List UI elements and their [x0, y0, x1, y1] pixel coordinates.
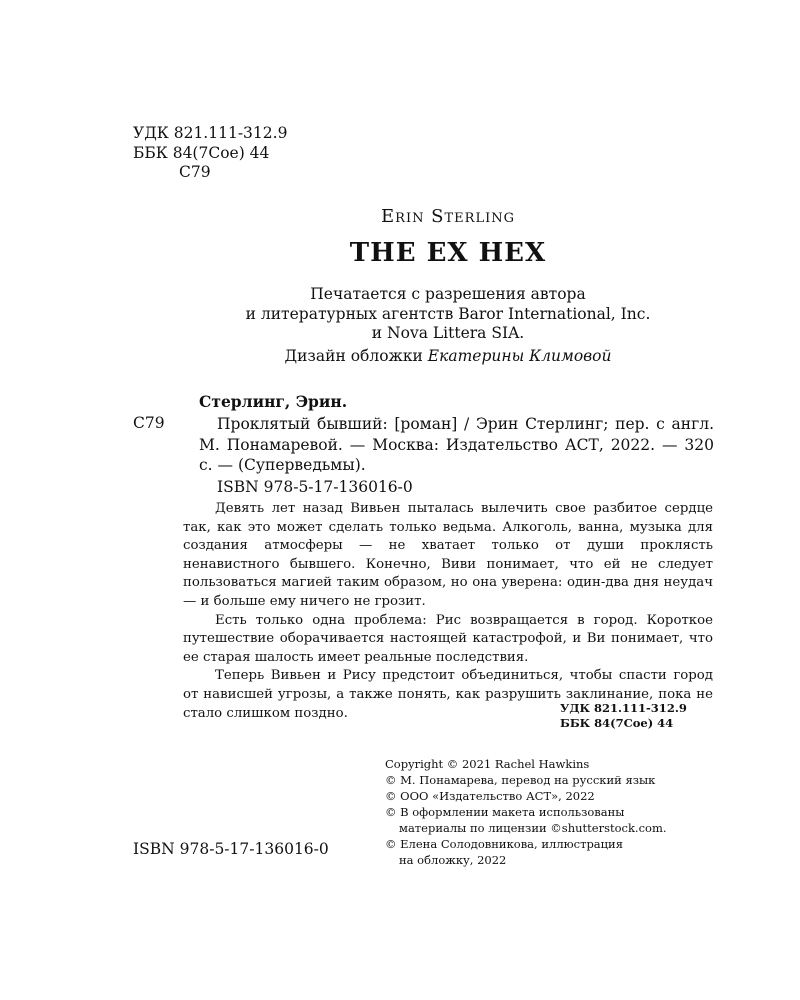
isbn: ISBN 978-5-17-136016-0	[133, 840, 329, 858]
rights-line: и Nova Littera SIA.	[371, 324, 525, 342]
author-mark: С79	[179, 163, 211, 181]
annotation-paragraph: Есть только одна проблема: Рис возвращается в город. Короткое путешествие оборачивается настоящей катастрофой, и Ви понимает, что ее старая шалость имеет реальные последствия.	[183, 612, 713, 665]
copyright-line: Copyright © 2021 Rachel Hawkins	[385, 757, 590, 771]
catalog-isbn: ISBN 978-5-17-136016-0	[217, 478, 413, 496]
catalog-author: Стерлинг, Эрин.	[199, 392, 348, 411]
copyright-line: материалы по лицензии ©shutterstock.com.	[399, 821, 667, 835]
catalog-mark: С79	[133, 414, 165, 432]
cover-design-label: Дизайн обложки	[284, 347, 423, 365]
cover-design-credit	[0, 347, 800, 365]
copyright-block	[385, 756, 667, 868]
annotation-codes	[560, 701, 713, 731]
annotation-paragraph: Теперь Вивьен и Рису предстоит объединиться, чтобы спасти город от нависшей угрозы, а также понять, как разрушить заклинание, пока не стало слишком поздно.	[183, 668, 713, 721]
copyright-line: на обложку, 2022	[399, 853, 507, 867]
rights-notice	[0, 285, 800, 344]
annotation-paragraph: Девять лет назад Вивьен пыталась вылечить свое разбитое сердце так, как это может сделать только ведьма. Алкоголь, ванна, музыка для создания атмосферы — не хватает только от души проклясть ненавистного бывшего. Конечно, Виви понимает, что ей не следует пользоваться магией таким образом, но она уверена: один-два дня неудач — и больше ему ничего не грозит.	[183, 501, 713, 609]
copyright-line: © В оформлении макета использованы	[385, 805, 625, 819]
udk-code: УДК 821.111-312.9	[133, 124, 288, 142]
rights-line: и литературных агентств Baror International, Inc.	[245, 304, 651, 323]
annotation-bbk: ББК 84(7Сое) 44	[560, 716, 674, 730]
rights-line: Печатается с разрешения автора	[310, 285, 586, 303]
book-title: THE EX HEX	[349, 238, 547, 268]
copyright-line: © ООО «Издательство АСТ», 2022	[385, 789, 595, 803]
cover-designer-name: Екатерины Климовой	[427, 347, 612, 365]
annotation-udk: УДК 821.111-312.9	[560, 701, 687, 715]
bbk-code: ББК 84(7Сое) 44	[133, 143, 270, 162]
annotation	[183, 500, 713, 723]
classification-codes	[133, 124, 287, 183]
book-author: Erin Sterling	[381, 206, 515, 227]
catalog-description: Проклятый бывший: [роман] / Эрин Стерлинг; пер. с англ. М. Понамаревой. — Москва: Издательство АСТ, 2022. — 320 с. — (Суперведьмы).	[199, 415, 714, 474]
copyright-line: © Елена Солодовникова, иллюстрация	[385, 837, 623, 851]
copyright-line: © М. Понамарева, перевод на русский язык	[385, 773, 656, 787]
